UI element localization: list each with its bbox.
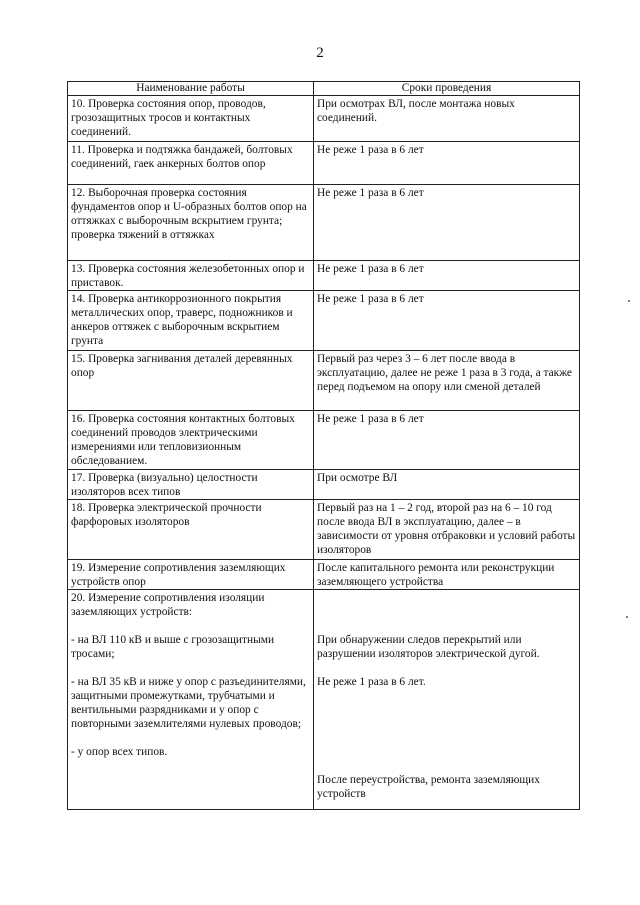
page-number: 2 bbox=[316, 45, 324, 61]
work-cell: 18. Проверка электрической прочности фарфоровых изоляторов bbox=[68, 500, 314, 560]
header-work-name: Наименование работы bbox=[68, 82, 314, 96]
work-cell: 11. Проверка и подтяжка бандажей, болтовых соединений, гаек анкерных болтов опор bbox=[68, 142, 314, 185]
work-cell bbox=[68, 590, 314, 810]
period-cell: При осмотрах ВЛ, после монтажа новых соединений. bbox=[314, 96, 580, 142]
work-cell: 12. Выборочная проверка состояния фундаментов опор и U-образных болтов опор на оттяжках с выборочным вскрытием грунта; проверка тяжений в оттяжках bbox=[68, 185, 314, 261]
work-cell: 13. Проверка состояния железобетонных опор и приставок. bbox=[68, 261, 314, 291]
row20-period-35kv: Не реже 1 раза в 6 лет. bbox=[317, 676, 426, 688]
scan-speck bbox=[626, 616, 628, 618]
table-row bbox=[68, 500, 580, 560]
period-cell: Первый раз через 3 – 6 лет после ввода в эксплуатацию, далее не реже 1 раза в 3 года, а также перед подъемом на опору или сменой деталей bbox=[314, 351, 580, 411]
period-cell: После капитального ремонта или реконструкции заземляющего устройства bbox=[314, 560, 580, 590]
scan-speck bbox=[628, 300, 630, 302]
period-cell: При осмотре ВЛ bbox=[314, 470, 580, 500]
table-row bbox=[68, 351, 580, 411]
period-cell: Не реже 1 раза в 6 лет bbox=[314, 142, 580, 185]
table-row-insulation-measurement bbox=[68, 590, 580, 810]
work-cell: 19. Измерение сопротивления заземляющих устройств опор bbox=[68, 560, 314, 590]
table-row bbox=[68, 560, 580, 590]
row20-item-all-types: - у опор всех типов. bbox=[71, 746, 168, 758]
table-row bbox=[68, 142, 580, 185]
row20-period-all-types: После переустройства, ремонта заземляющих устройств bbox=[317, 774, 540, 800]
work-cell: 16. Проверка состояния контактных болтовых соединений проводов электрическими измерениями или тепловизионным обследованием. bbox=[68, 411, 314, 470]
row20-item-110kv: - на ВЛ 110 кВ и выше с грозозащитными тросами; bbox=[71, 634, 275, 660]
table-row bbox=[68, 411, 580, 470]
row20-title: 20. Измерение сопротивления изоляции заземляющих устройств: bbox=[71, 592, 265, 618]
period-cell: Не реже 1 раза в 6 лет bbox=[314, 411, 580, 470]
work-cell: 10. Проверка состояния опор, проводов, грозозащитных тросов и контактных соединений. bbox=[68, 96, 314, 142]
work-cell: 17. Проверка (визуально) целостности изоляторов всех типов bbox=[68, 470, 314, 500]
row20-period-110kv: При обнаружении следов перекрытий или разрушении изоляторов электрической дугой. bbox=[317, 634, 540, 660]
table-row bbox=[68, 96, 580, 142]
table-header-row bbox=[68, 82, 580, 96]
period-cell: Не реже 1 раза в 6 лет bbox=[314, 261, 580, 291]
period-cell bbox=[314, 590, 580, 810]
maintenance-schedule-table bbox=[67, 81, 580, 810]
period-cell: Первый раз на 1 – 2 год, второй раз на 6 – 10 год после ввода ВЛ в эксплуатацию, далее – в зависимости от уровня отбраковки и условий работы изоляторов bbox=[314, 500, 580, 560]
header-period: Сроки проведения bbox=[314, 82, 580, 96]
table-row bbox=[68, 470, 580, 500]
table-row bbox=[68, 291, 580, 351]
table-row bbox=[68, 185, 580, 261]
period-cell: Не реже 1 раза в 6 лет bbox=[314, 291, 580, 351]
period-cell: Не реже 1 раза в 6 лет bbox=[314, 185, 580, 261]
table-row bbox=[68, 261, 580, 291]
row20-item-35kv: - на ВЛ 35 кВ и ниже у опор с разъединителями, защитными промежутками, трубчатыми и вентильными разрядниками и у опор с повторными заземлителями нулевых проводов; bbox=[71, 676, 306, 730]
work-cell: 15. Проверка загнивания деталей деревянных опор bbox=[68, 351, 314, 411]
work-cell: 14. Проверка антикоррозионного покрытия металлических опор, траверс, подножников и анкеров оттяжек с выборочным вскрытием грунта bbox=[68, 291, 314, 351]
